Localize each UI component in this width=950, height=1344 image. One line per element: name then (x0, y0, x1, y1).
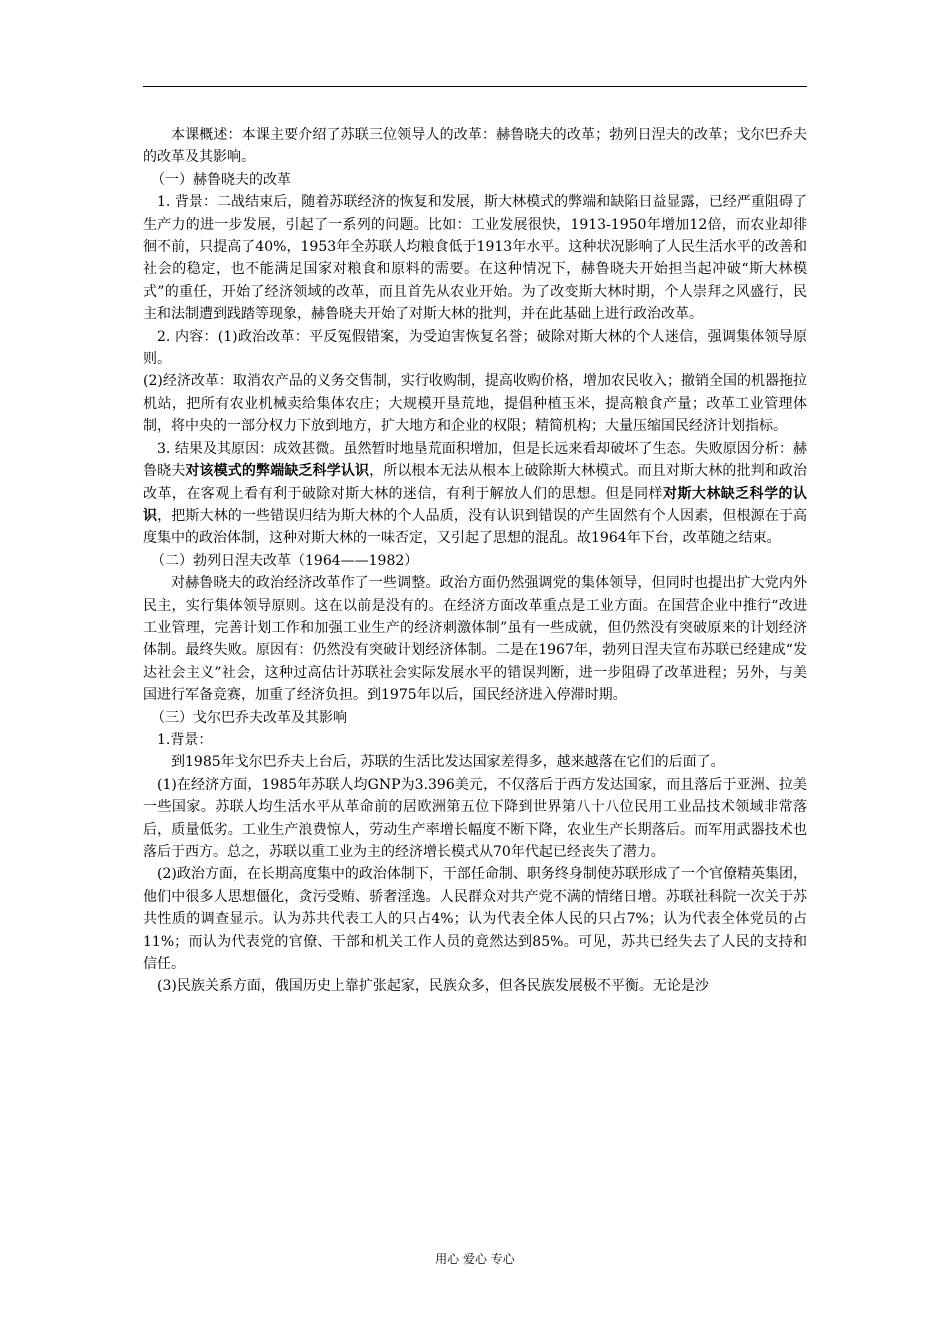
paragraph-brezhnev: 对赫鲁晓夫的政治经济改革作了一些调整。政治方面仍然强调党的集体领导，但同时也提出扩大党内外民主，实行集体领导原则。这在以前是没有的。在经济方面改革重点是工业方面。在国营企业中推行“改进工业管理，完善计划工作和加强工业生产的经济刺激体制”虽有一些成就，但仍然没有突破原来的计划经济体制。最终失败。原因有：仍然没有突破计划经济体制。二是在1967年，勃列日涅夫宣布苏联已经建成“发达社会主义”社会，这种过高估计苏联社会实际发展水平的错误判断，进一步阻碍了改革进程；另外，与美国进行军备竞赛，加重了经济负担。到1975年以后，国民经济进入停滞时期。 (143, 575, 807, 704)
paragraph-background: 1. 背景：二战结束后，随着苏联经济的恢复和发展，斯大林模式的弊端和缺陷日益显露，已经严重阻碍了生产力的进一步发展，引起了一系列的问题。比如：工业发展很快，1913-1950年增加12倍，而农业却徘徊不前，只提高了40%，1953年全苏联人均粮食低于1913年水平。这种状况影响了人民生活水平的改善和社会的稳定，也不能满足国家对粮食和原料的需要。在这种情况下，赫鲁晓夫开始担当起冲破“斯大林模式”的重任，开始了经济领域的改革，而且首先从农业开始。为了改变斯大林时期，个人崇拜之风盛行，民主和法制遭到践踏等现象，赫鲁晓夫开始了对斯大林的批判，并在此基础上进行政治改革。 (143, 194, 807, 323)
section-heading-brezhnev: （二）勃列日涅夫改革（1964——1982） (151, 552, 419, 569)
paragraph-gorbachev-intro: 到1985年戈尔巴乔夫上台后，苏联的生活比发达国家差得多，越来越落在它们的后面了。 (171, 754, 725, 771)
header-rule (143, 86, 807, 87)
results-text-1: 3. 结果及其原因：成效甚微。虽然暂时地垦荒面积增加，但是长远来看却破坏了生态。失败原因分析：赫鲁晓夫 (143, 440, 807, 480)
paragraph-economy: (1)在经济方面，1985年苏联人均GNP为3.396美元，不仅落后于西方发达国家，而且落后于亚洲、拉美一些国家。苏联人均生活水平从革命前的居欧洲第五位下降到世界第八十八位民用工业品技术领域非常落后，质量低劣。工业生产浪费惊人，劳动生产率增长幅度不断下降，农业生产长期落后。而军用武器技术也落后于西方。总之，苏联以重工业为主的经济增长模式从70年代起已经丧失了潜力。 (143, 776, 807, 860)
subheading-background: 1.背景： (157, 731, 213, 748)
paragraph-content-political: 2. 内容：(1)政治改革：平反冤假错案，为受迫害恢复名誉；破除对斯大林的个人迷信，强调集体领导原则。 (143, 328, 807, 368)
overview-paragraph: 本课概述：本课主要介绍了苏联三位领导人的改革：赫鲁晓夫的改革；勃列日涅夫的改革；戈尔巴乔夫的改革及其影响。 (143, 127, 807, 166)
results-text-2: ，所以根本无法从根本上破除斯大林模式。而且对斯大林的批判和政治改革，在客观上看有利于破除对斯大林的迷信，有利于解放人们的思想。但是同样 (143, 463, 808, 502)
results-bold-2: 对斯大林缺乏科学的认识 (143, 485, 807, 524)
section-heading-khrushchev: （一）赫鲁晓夫的改革 (151, 171, 291, 188)
section-heading-gorbachev: （三）戈尔巴乔夫改革及其影响 (151, 709, 347, 726)
paragraph-ethnic: (3)民族关系方面，俄国历史上靠扩张起家，民族众多，但各民族发展极不平衡。无论是沙 (157, 978, 709, 995)
paragraph-results (143, 438, 807, 550)
page-footer: 用心 爱心 专心 (435, 1252, 515, 1266)
results-text-3: ，把斯大林的一些错误归结为斯大林的个人品质，没有认识到错误的产生固然有个人因素，但根源在于高度集中的政治体制，这种对斯大林的一味否定，又引起了思想的混乱。故1964年下台，改革随之结束。 (143, 507, 808, 547)
paragraph-politics: (2)政治方面，在长期高度集中的政治体制下，干部任命制、职务终身制使苏联形成了一个官僚精英集团，他们中很多人思想僵化，贪污受贿、骄奢淫逸。人民群众对共产党不满的情绪日增。苏联社科院一次关于苏共性质的调查显示。认为苏共代表工人的只占4%；认为代表全体人民的只占7%；认为代表全体党员的占11%；而认为代表党的官僚、干部和机关工作人员的竟然达到85%。可见，苏共已经失去了人民的支持和信任。 (143, 866, 807, 973)
document-body (143, 124, 807, 998)
results-bold-1: 对该模式的弊端缺乏科学认识 (185, 463, 370, 480)
paragraph-content-economic: (2)经济改革：取消农产品的义务交售制，实行收购制，提高收购价格，增加农民收入；撤销全国的机器拖拉机站，把所有农业机械卖给集体农庄；大规模开垦荒地，提倡种植玉米，提高粮食产量；改革工业管理体制，将中央的一部分权力下放到地方，扩大地方和企业的权限；精简机构；大量压缩国民经济计划指标。 (143, 373, 807, 435)
